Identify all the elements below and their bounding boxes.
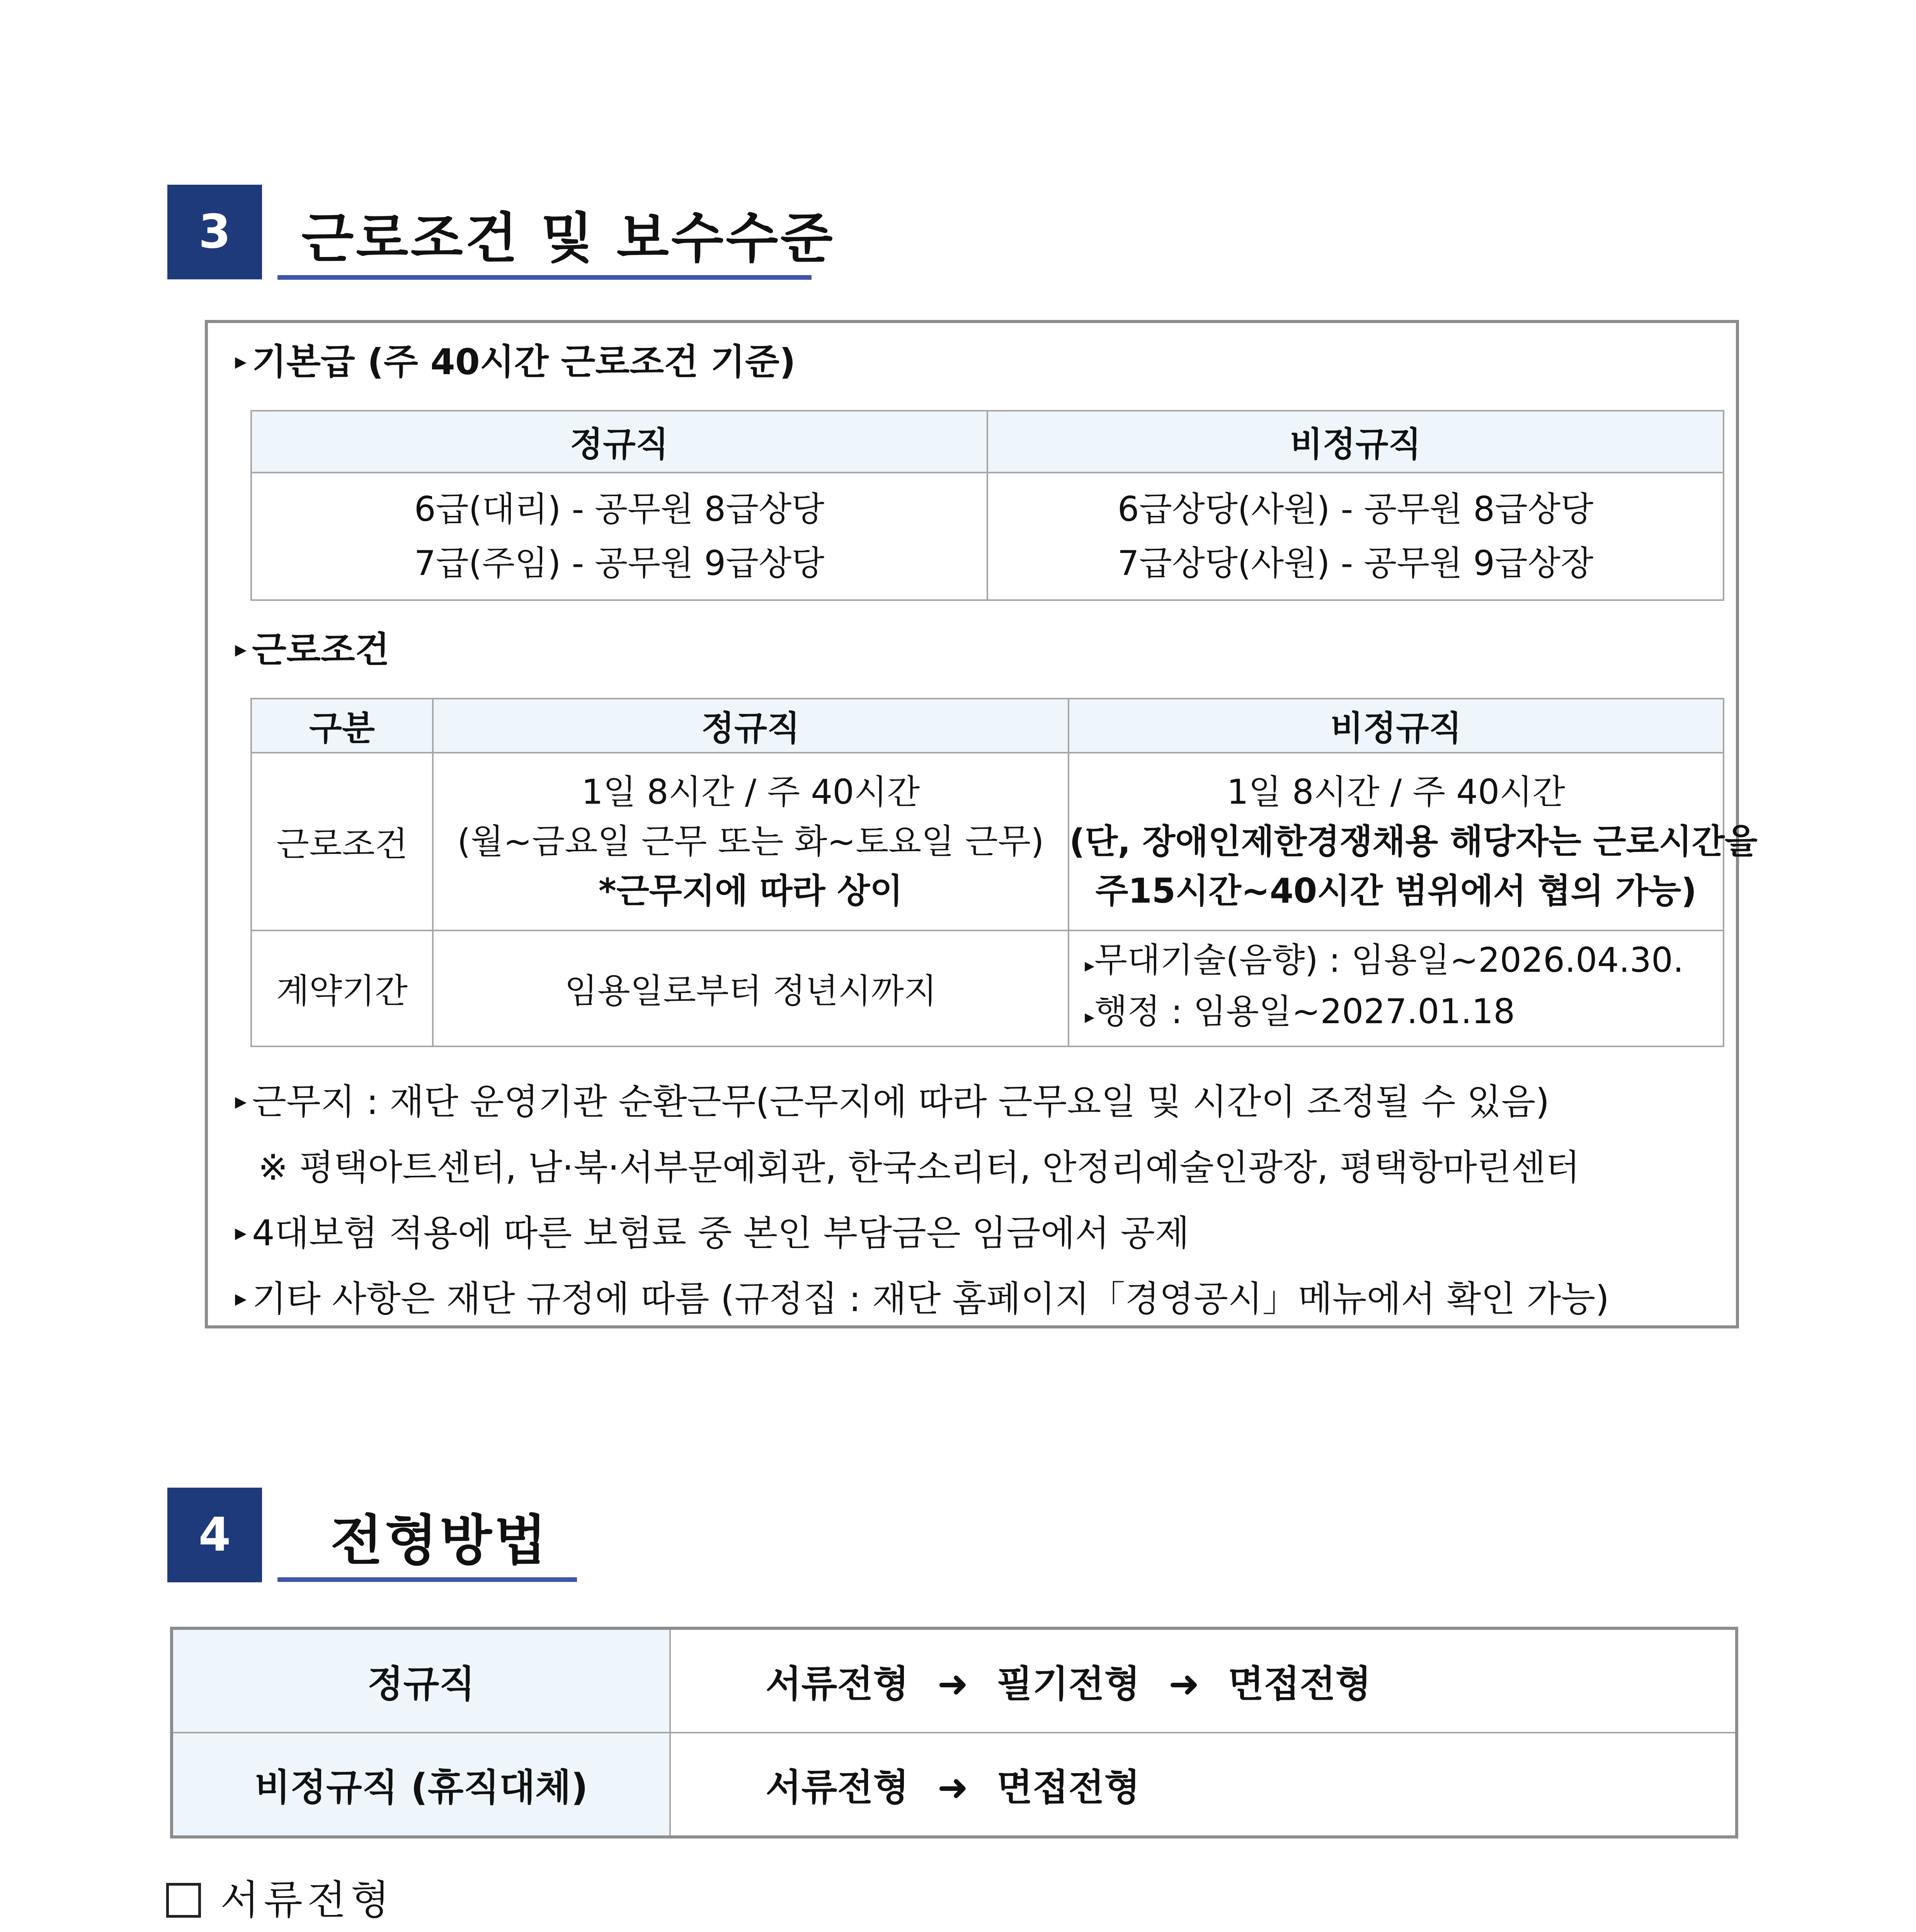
section-4-underline [277, 1577, 577, 1582]
section-3-title: 근로조건 및 보수수준 [301, 207, 835, 270]
base-pay-heading: ▸ 기본급 (주 40시간 근로조건 기준) [235, 341, 796, 383]
conditions-regular-cell: 1일 8시간 / 주 40시간 (월~금요일 근무 또는 화~토요일 근무) *근무지에 따라 상이 [433, 753, 1069, 930]
method-type-regular: 정규직 [172, 1628, 670, 1733]
triangle-bullet-icon: ▸ [235, 1219, 247, 1246]
contract-regular-cell: 임용일로부터 정년시까지 [433, 930, 1069, 1046]
note-workplace: ▸ 근무지 : 재단 운영기관 순환근무(근무지에 따라 근무요일 및 시간이 조정될 수 있음) [235, 1081, 1550, 1122]
base-pay-table [250, 410, 1724, 601]
conditions-header-nonregular: 비정규직 [1069, 699, 1724, 753]
triangle-bullet-icon: ▸ [1085, 1005, 1095, 1028]
conditions-row-label: 근로조건 [251, 753, 433, 930]
contract-nonregular-cell: ▸무대기술(음향) : 임용일~2026.04.30. ▸행정 : 임용일~2027.01.18 [1069, 930, 1724, 1046]
conditions-heading: ▸ 근로조건 [235, 629, 390, 670]
conditions-header-regular: 정규직 [433, 699, 1069, 753]
note-regulations: ▸ 기타 사항은 재단 규정에 따름 (규정집 : 재단 홈페이지「경영공시」메뉴에서 확인 가능) [235, 1278, 1610, 1320]
triangle-bullet-icon: ▸ [1085, 954, 1095, 976]
triangle-bullet-icon: ▸ [235, 1284, 247, 1312]
section-3-underline [277, 275, 812, 280]
base-pay-header-nonregular: 비정규직 [987, 411, 1724, 473]
section-3-number: 3 [167, 185, 262, 279]
section-4-number: 4 [167, 1488, 262, 1582]
base-pay-nonregular-cell: 6급상당(사원) - 공무원 8급상당 7급상당(사원) - 공무원 9급상장 [987, 473, 1724, 600]
conditions-nonregular-cell: 1일 8시간 / 주 40시간 (단, 장애인제한경쟁채용 해당자는 근로시간을 주15시간~40시간 범위에서 협의 가능) [1069, 753, 1724, 930]
method-type-nonregular: 비정규직 (휴직대체) [172, 1733, 670, 1837]
conditions-table [250, 698, 1758, 1047]
section-4-title: 전형방법 [330, 1509, 549, 1572]
method-steps-regular: 서류전형 ➜ 필기전형 ➜ 면접전형 [670, 1628, 1737, 1733]
triangle-bullet-icon: ▸ [235, 347, 247, 375]
method-steps-nonregular: 서류전형 ➜ 면접전형 [670, 1733, 1737, 1837]
triangle-bullet-icon: ▸ [235, 1087, 247, 1115]
checkbox-square-icon [166, 1883, 201, 1918]
triangle-bullet-icon: ▸ [235, 635, 247, 663]
section-3-box [205, 320, 1758, 1328]
arrow-right-icon: ➜ [1168, 1662, 1200, 1706]
note-insurance: ▸ 4대보험 적용에 따른 보험료 중 본인 부담금은 임금에서 공제 [235, 1213, 1189, 1254]
methods-table [170, 1627, 1738, 1838]
contract-row-label: 계약기간 [251, 930, 433, 1046]
note-venues: ※ 평택아트센터, 남·북·서부문예회관, 한국소리터, 안정리예술인광장, 평택항마린센터 [258, 1147, 1580, 1188]
base-pay-regular-cell: 6급(대리) - 공무원 8급상당 7급(주임) - 공무원 9급상당 [251, 473, 987, 600]
base-pay-header-regular: 정규직 [251, 411, 987, 473]
arrow-right-icon: ➜ [937, 1765, 968, 1809]
conditions-header-category: 구분 [251, 699, 433, 753]
doc-screening-heading: 서류전형 [166, 1880, 394, 1921]
arrow-right-icon: ➜ [937, 1662, 968, 1706]
